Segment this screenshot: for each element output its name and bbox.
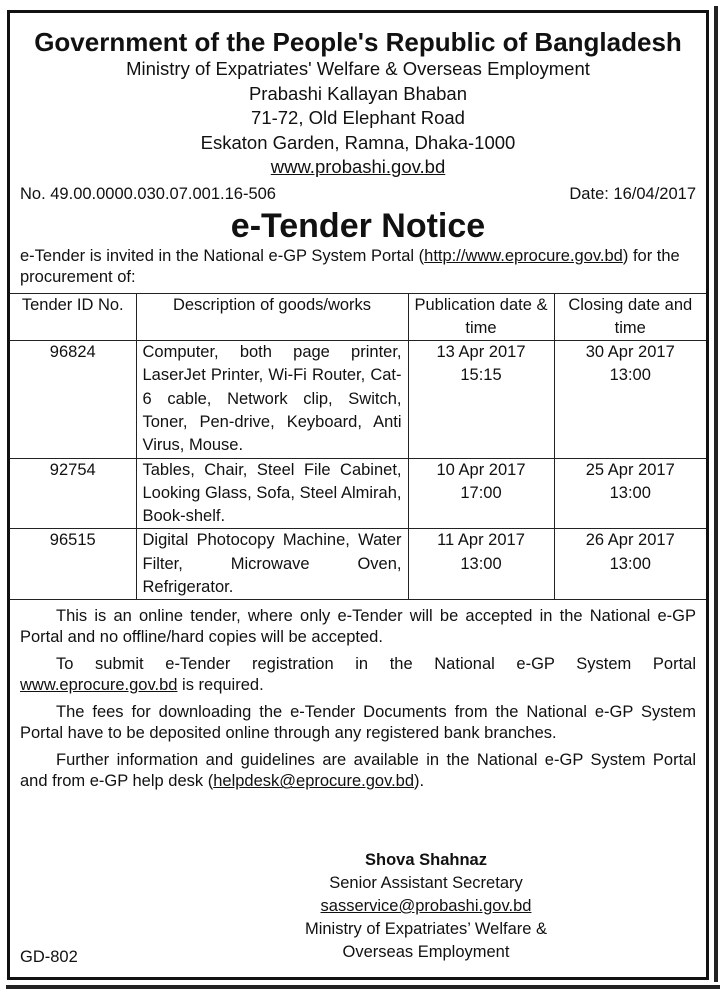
closing-cell <box>554 458 706 529</box>
table-row <box>10 458 706 529</box>
helpdesk-paragraph <box>10 750 706 792</box>
description-cell: Tables, Chair, Steel File Cabinet, Looking Glass, Sofa, Steel Almirah, Book-shelf. <box>136 458 408 529</box>
closing-date: 26 Apr 2017 <box>585 531 675 550</box>
publication-date: 10 Apr 2017 <box>436 460 526 479</box>
intro-text <box>10 246 706 288</box>
helpdesk-tail: ). <box>414 772 425 791</box>
building-name: Prabashi Kallayan Bhaban <box>248 82 468 104</box>
helpdesk-email-link[interactable]: helpdesk@eprocure.gov.bd <box>213 772 415 791</box>
ministry-name: Ministry of Expatriates' Welfare & Overseas Employment <box>126 58 590 79</box>
tender-notice-document <box>7 10 709 980</box>
online-tender-paragraph: This is an online tender, where only e-Tender will be accepted in the National e-GP Portal and no offline/hard copies will be accepted. <box>20 607 696 647</box>
tender-id-cell: 96824 <box>10 341 136 458</box>
signatory-email-link[interactable]: sasservice@probashi.gov.bd <box>320 897 532 915</box>
letterhead <box>10 27 706 180</box>
gd-code: GD-802 <box>20 948 78 966</box>
header-description: Description of goods/works <box>136 293 408 341</box>
eprocure-link[interactable]: www.eprocure.gov.bd <box>20 676 178 695</box>
table-row <box>10 529 706 600</box>
publication-cell <box>408 341 554 458</box>
sheet-shadow-right <box>714 6 718 982</box>
table-header-row <box>10 293 706 341</box>
publication-time: 17:00 <box>460 483 502 502</box>
header-closing: Closing date and time <box>554 293 706 341</box>
signatory-ministry-line2: Overseas Employment <box>342 943 510 961</box>
closing-time: 13:00 <box>609 483 651 502</box>
registration-text: To submit e-Tender registration in the National e-GP System Portal <box>56 655 696 674</box>
intro-after-link: ) for the procurement of: <box>20 246 680 286</box>
government-title: Government of the People's Republic of Bangladesh <box>34 27 682 57</box>
publication-date: 13 Apr 2017 <box>436 343 526 362</box>
tender-table <box>10 293 706 601</box>
reference-line <box>10 183 706 205</box>
description-cell: Digital Photocopy Machine, Water Filter, Microwave Oven, Refrigerator. <box>136 529 408 600</box>
fees-paragraph: The fees for downloading the e-Tender Documents from the National e-GP System Portal have to be deposited online through any registered bank branches. <box>20 703 696 743</box>
eprocure-portal-link[interactable]: http://www.eprocure.gov.bd <box>424 246 623 265</box>
publication-cell <box>408 458 554 529</box>
signature-block <box>146 849 706 964</box>
notice-date: Date: 16/04/2017 <box>569 184 696 203</box>
closing-cell <box>554 341 706 458</box>
street-address: 71-72, Old Elephant Road <box>251 107 465 128</box>
helpdesk-text: Further information and guidelines are available in the National e-GP System Portal and from e-GP help desk ( <box>20 751 696 791</box>
closing-time: 13:00 <box>609 366 651 385</box>
tender-id-cell: 96515 <box>10 529 136 600</box>
header-publication: Publication date & time <box>408 293 554 341</box>
memo-number: No. 49.00.0000.030.07.001.16-506 <box>20 184 276 203</box>
website-link[interactable]: www.probashi.gov.bd <box>270 156 446 177</box>
signatory-designation: Senior Assistant Secretary <box>329 874 523 892</box>
closing-date: 25 Apr 2017 <box>585 460 675 479</box>
sheet-shadow-bottom <box>6 985 720 989</box>
closing-date: 30 Apr 2017 <box>585 343 675 362</box>
closing-cell <box>554 529 706 600</box>
tender-id-cell: 92754 <box>10 458 136 529</box>
signatory-name: Shova Shahnaz <box>365 851 487 869</box>
intro-before-link: e-Tender is invited in the National e-GP System Portal ( <box>20 246 425 265</box>
table-row <box>10 341 706 458</box>
publication-time: 15:15 <box>460 366 502 385</box>
area-address: Eskaton Garden, Ramna, Dhaka-1000 <box>200 131 516 153</box>
header-tender-id: Tender ID No. <box>10 293 136 341</box>
publication-time: 13:00 <box>460 554 502 573</box>
publication-cell <box>408 529 554 600</box>
notice-title: e-Tender Notice <box>230 206 486 245</box>
signatory-ministry-line1: Ministry of Expatriates’ Welfare & <box>304 920 548 938</box>
description-cell: Computer, both page printer, LaserJet Printer, Wi-Fi Router, Cat-6 cable, Network clip, Switch, Toner, Pen-drive, Keyboard, Anti Virus, Mouse. <box>136 341 408 458</box>
closing-time: 13:00 <box>609 554 651 573</box>
publication-date: 11 Apr 2017 <box>437 531 525 550</box>
registration-paragraph <box>10 654 706 696</box>
registration-tail: is required. <box>177 676 264 695</box>
